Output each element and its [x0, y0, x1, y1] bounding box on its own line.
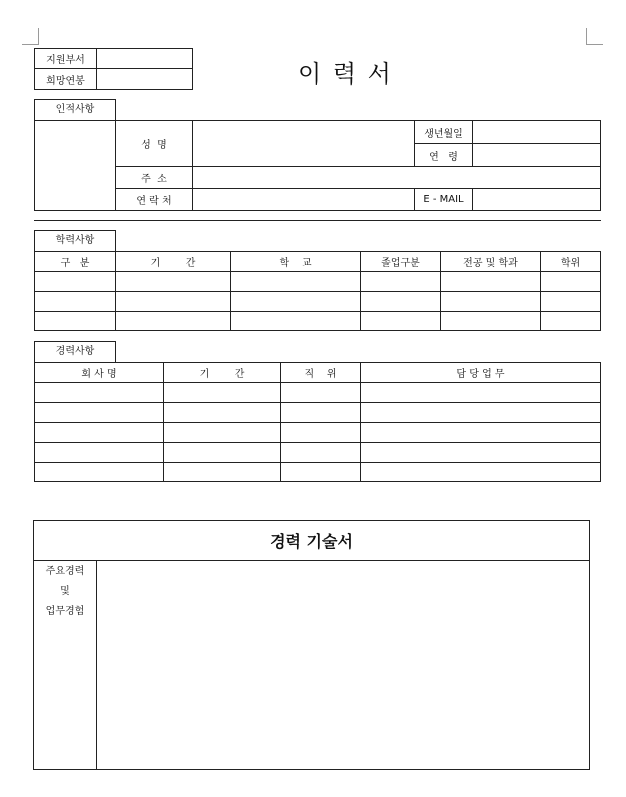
salary-label: 희망연봉	[35, 69, 97, 90]
education-cell[interactable]	[361, 272, 441, 292]
career-cell[interactable]	[35, 423, 164, 443]
contact-field[interactable]	[193, 189, 415, 211]
address-field[interactable]	[193, 167, 601, 189]
career-cell[interactable]	[281, 383, 361, 403]
career-table	[34, 362, 601, 482]
statement-title: 경력 기술서	[34, 521, 590, 561]
apply-info-table	[34, 48, 193, 90]
email-field[interactable]	[473, 189, 601, 211]
career-cell[interactable]	[164, 383, 281, 403]
table-row	[35, 312, 601, 331]
name-label: 성 명	[116, 121, 193, 167]
career-cell[interactable]	[361, 403, 601, 423]
career-cell[interactable]	[361, 383, 601, 403]
career-cell[interactable]	[281, 463, 361, 482]
career-cell[interactable]	[35, 403, 164, 423]
education-cell[interactable]	[361, 292, 441, 312]
statement-side-label-line1: 주요경력	[45, 566, 85, 577]
email-label: E - MAIL	[415, 189, 473, 211]
personal-info-table	[34, 120, 601, 211]
education-header-degree: 학위	[541, 252, 601, 272]
education-cell[interactable]	[116, 292, 231, 312]
career-cell[interactable]	[164, 423, 281, 443]
education-header-school: 학 교	[231, 252, 361, 272]
age-label: 연 령	[415, 144, 473, 167]
education-cell[interactable]	[441, 272, 541, 292]
corner-mark-top-right	[586, 28, 603, 45]
education-header-type: 구 분	[35, 252, 116, 272]
birth-label: 생년월일	[415, 121, 473, 144]
career-cell[interactable]	[164, 403, 281, 423]
table-row	[35, 272, 601, 292]
career-statement-table	[33, 520, 590, 770]
education-header-period: 기 간	[116, 252, 231, 272]
career-cell[interactable]	[281, 403, 361, 423]
career-cell[interactable]	[281, 423, 361, 443]
career-cell[interactable]	[164, 443, 281, 463]
education-cell[interactable]	[231, 272, 361, 292]
education-cell[interactable]	[35, 292, 116, 312]
career-cell[interactable]	[164, 463, 281, 482]
table-row	[35, 463, 601, 482]
corner-mark-top-left	[22, 28, 39, 45]
career-cell[interactable]	[281, 443, 361, 463]
photo-box[interactable]	[35, 121, 116, 211]
address-label: 주 소	[116, 167, 193, 189]
education-header-graduation: 졸업구분	[361, 252, 441, 272]
career-header-duties: 담 당 업 무	[361, 363, 601, 383]
education-cell[interactable]	[541, 272, 601, 292]
career-header-period: 기 간	[164, 363, 281, 383]
table-row	[35, 292, 601, 312]
career-cell[interactable]	[35, 463, 164, 482]
salary-field[interactable]	[97, 69, 193, 90]
career-cell[interactable]	[361, 463, 601, 482]
education-cell[interactable]	[116, 312, 231, 331]
education-cell[interactable]	[35, 312, 116, 331]
education-cell[interactable]	[541, 312, 601, 331]
education-header-major: 전공 및 학과	[441, 252, 541, 272]
age-field[interactable]	[473, 144, 601, 167]
education-cell[interactable]	[231, 312, 361, 331]
career-header-company: 회 사 명	[35, 363, 164, 383]
career-header-row	[35, 363, 601, 383]
education-table	[34, 251, 601, 331]
career-tab: 경력사항	[34, 341, 116, 363]
education-tab: 학력사항	[34, 230, 116, 252]
career-cell[interactable]	[361, 443, 601, 463]
career-cell[interactable]	[361, 423, 601, 443]
career-header-position: 직 위	[281, 363, 361, 383]
name-field[interactable]	[193, 121, 415, 167]
education-cell[interactable]	[116, 272, 231, 292]
education-cell[interactable]	[35, 272, 116, 292]
education-cell[interactable]	[441, 312, 541, 331]
statement-side-label	[34, 561, 97, 770]
section-divider	[34, 220, 601, 221]
dept-field[interactable]	[97, 49, 193, 69]
statement-side-label-line2: 및	[60, 586, 70, 597]
career-cell[interactable]	[35, 443, 164, 463]
table-row	[35, 443, 601, 463]
education-cell[interactable]	[441, 292, 541, 312]
birth-field[interactable]	[473, 121, 601, 144]
table-row	[35, 383, 601, 403]
education-header-row	[35, 252, 601, 272]
table-row	[35, 403, 601, 423]
education-cell[interactable]	[361, 312, 441, 331]
statement-side-label-line3: 업무경험	[45, 606, 85, 617]
personal-tab: 인적사항	[34, 99, 116, 121]
education-cell[interactable]	[231, 292, 361, 312]
dept-label: 지원부서	[35, 49, 97, 69]
education-cell[interactable]	[541, 292, 601, 312]
page-title: 이 력 서	[298, 60, 393, 88]
statement-body-field[interactable]	[97, 561, 590, 770]
contact-label: 연 락 처	[116, 189, 193, 211]
table-row	[35, 423, 601, 443]
career-cell[interactable]	[35, 383, 164, 403]
